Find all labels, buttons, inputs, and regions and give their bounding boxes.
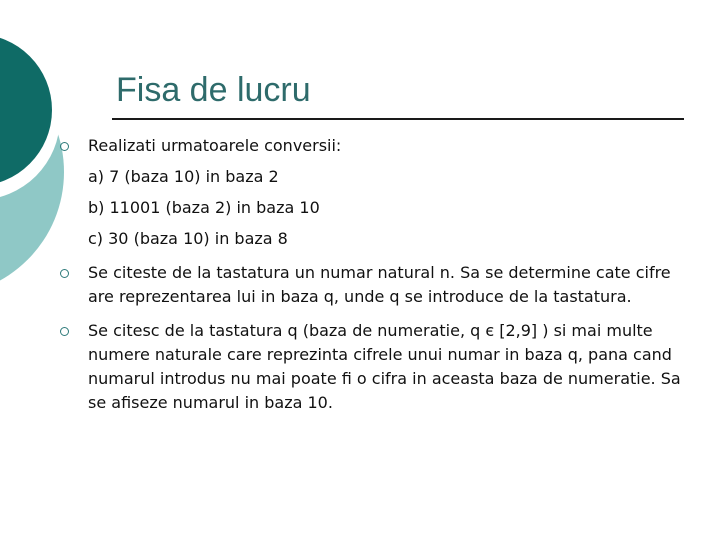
bullet-item-digit-count (60, 261, 690, 309)
slide-title: Fisa de lucru (116, 71, 311, 109)
slide-content (60, 132, 690, 415)
subitem-c: c) 30 (baza 10) in baza 8 (88, 229, 288, 248)
bullet-text: Realizati urmatoarele conversii: (88, 136, 342, 155)
bullet-item-conversions (60, 134, 690, 158)
bullet-text: Se citesc de la tastatura q (baza de numeratie, q є [2,9] ) si mai multe numere naturale care reprezinta cifrele unui numar in baza q, pana cand numarul introdus nu mai poate fi o cifra in aceasta baza de numeratie. Sa se afiseze numarul in baza 10. (88, 321, 681, 412)
hollow-circle-bullet-icon (60, 142, 69, 151)
hollow-circle-bullet-icon (60, 269, 69, 278)
title-underline (112, 118, 684, 120)
bullet-item-base-conversion (60, 319, 690, 415)
bullet-text: Se citeste de la tastatura un numar natural n. Sa se determine cate cifre are reprezentarea lui in baza q, unde q se introduce de la tastatura. (88, 263, 671, 306)
hollow-circle-bullet-icon (60, 327, 69, 336)
subitem-b: b) 11001 (baza 2) in baza 10 (88, 198, 320, 217)
subitem-a: a) 7 (baza 10) in baza 2 (88, 167, 279, 186)
